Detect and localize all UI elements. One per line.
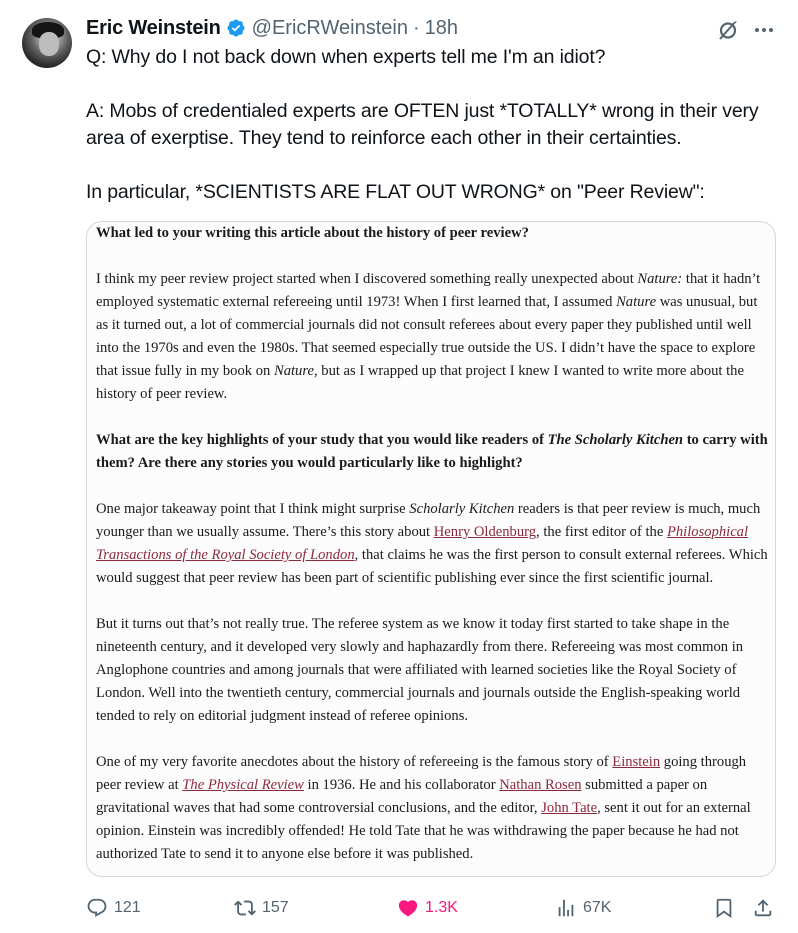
- doc-answer-4: One of my very favorite anecdotes about the history of refereeing is the famous story of Einstein going through peer review at The Physical Review in 1936. He and his collaborator Nathan Rosen submitted a paper on gravitational waves that had some controversial conclusions, and the editor, John Tate, sent it out for an external opinion. Einstein was incredibly offended! He told Tate that he was withdrawing the paper because he had not authorized Tate to send it to anyone else before it was published.: [96, 754, 751, 862]
- grok-icon[interactable]: [716, 18, 740, 42]
- tweet-text-answer: A: Mobs of credentialed experts are OFTEN just *TOTALLY* wrong in their very area of exerptise. They tend to reinforce each other in their certainties.: [86, 100, 759, 149]
- tweet-image-card[interactable]: [86, 221, 776, 877]
- timestamp[interactable]: 18h: [424, 16, 458, 39]
- tweet-text: [86, 44, 786, 206]
- more-icon[interactable]: [752, 18, 776, 42]
- bookmark-button[interactable]: [713, 893, 735, 923]
- reply-icon: [86, 897, 108, 919]
- reply-count: 121: [114, 899, 141, 916]
- doc-answer-3: But it turns out that’s not really true. The referee system as we know it today first started to take shape in the nineteenth century, and it developed very slowly and haphazardly from there. Refereeing was most common in Anglophone countries and among journals that were affiliated with learned societies like the Royal Society of London. Well into the twentieth century, commercial journals and journals outside the English-speaking world tended to rely on editorial judgment instead of referee opinions.: [96, 616, 744, 724]
- reply-button[interactable]: [86, 893, 141, 923]
- views-button[interactable]: [555, 893, 611, 923]
- tweet-header: [86, 14, 458, 42]
- author-handle[interactable]: @EricRWeinstein: [251, 16, 408, 39]
- separator-dot: ·: [412, 16, 420, 39]
- author-name[interactable]: Eric Weinstein: [86, 16, 221, 39]
- link-john-tate: John Tate: [541, 800, 598, 816]
- link-nathan-rosen: Nathan Rosen: [499, 777, 582, 793]
- doc-question-1: What led to your writing this article about the history of peer review?: [96, 225, 529, 241]
- tweet-text-claim: In particular, *SCIENTISTS ARE FLAT OUT WRONG* on "Peer Review":: [86, 181, 705, 203]
- link-physical-review: The Physical Review: [182, 777, 304, 793]
- doc-answer-2: One major takeaway point that I think might surprise Scholarly Kitchen readers is that peer review is much, much younger than we usually assume. There’s this story about Henry Oldenburg, the first editor of the Philosophical Transactions of the Royal Society of London, that claims he was the first person to consult external referees. Which would suggest that peer review has been part of scientific publishing ever since the first scientific journal.: [96, 501, 768, 586]
- heart-icon: [397, 897, 419, 919]
- avatar-face: [39, 32, 59, 56]
- view-count: 67K: [583, 899, 612, 916]
- link-einstein: Einstein: [612, 754, 661, 770]
- share-button[interactable]: [752, 893, 774, 923]
- repost-icon: [234, 897, 256, 919]
- tweet-actions-bar: [86, 893, 778, 923]
- like-button[interactable]: [397, 893, 458, 923]
- like-count: 1.3K: [425, 899, 458, 916]
- bookmark-icon: [713, 897, 735, 919]
- verified-badge-icon: [226, 18, 246, 38]
- screenshot-document: [96, 222, 768, 877]
- doc-answer-1: I think my peer review project started when I discovered something really unexpected about Nature: that it hadn’t employed systematic external refereeing until 1973! When I first learned that, I assumed Nature was unusual, but as it turned out, a lot of commercial journals did not consult referees about every paper they published until well into the 1970s and even the 1980s. That seemed especially true outside the US. I didn’t have the space to explore that issue fully in my book on Nature, but as I wrapped up that project I knew I wanted to write more about the history of peer review.: [96, 271, 761, 402]
- views-chart-icon: [555, 897, 577, 919]
- tweet-text-question: Q: Why do I not back down when experts tell me I'm an idiot?: [86, 46, 606, 68]
- repost-button[interactable]: [234, 893, 289, 923]
- doc-question-2: What are the key highlights of your study that you would like readers of The Scholarly Kitchen to carry with them? Are there any stories you would particularly like to highlight?: [96, 432, 768, 471]
- link-philosophical-transactions: Philosophical Transactions of the Royal Society of London: [96, 524, 749, 563]
- repost-count: 157: [262, 899, 289, 916]
- link-henry-oldenburg: Henry Oldenburg: [433, 524, 537, 540]
- avatar[interactable]: [22, 18, 72, 68]
- share-icon: [752, 897, 774, 919]
